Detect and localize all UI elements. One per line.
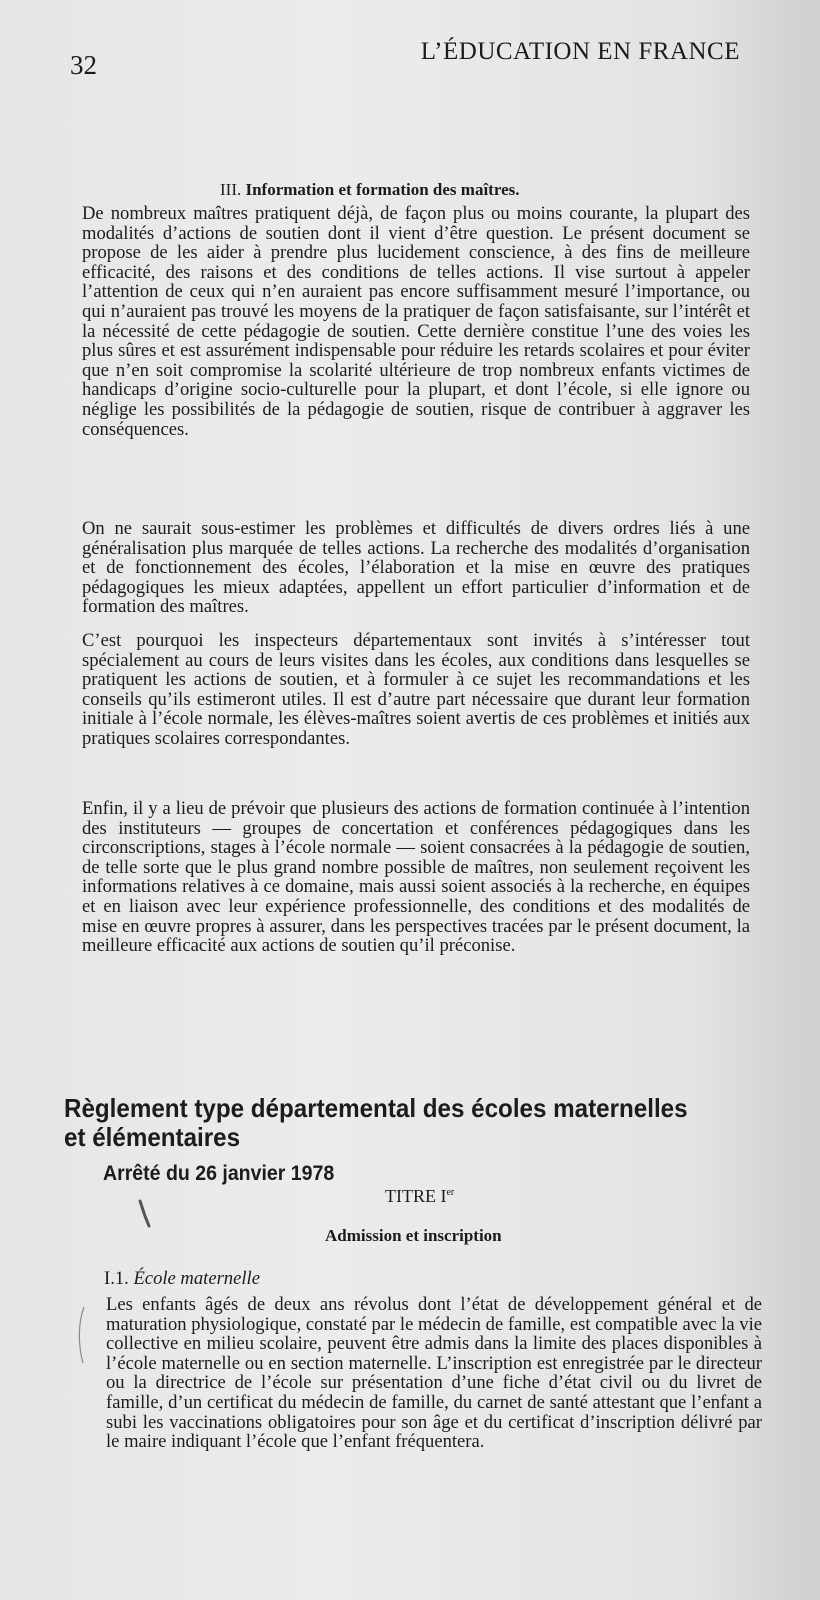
paragraph-text: On ne saurait sous-estimer les problèmes et difficultés de divers ordres liés à une généralisation plus marquée de telles actions. La recherche des modalités d’organisation et de fonctionnement des écoles, l’élaboration et la mise en œuvre des pratiques pédagogiques les mieux adaptées, appellent un effort particulier d’information et de formation des maîtres. — [82, 518, 750, 618]
pencil-mark-icon — [136, 1198, 158, 1230]
paragraph-4 — [82, 799, 750, 956]
subsection-title: École maternelle — [133, 1268, 260, 1289]
paragraph-text: Enfin, il y a lieu de prévoir que plusieurs des actions de formation continuée à l’intention des instituteurs — groupes de concertation et conférences pédagogiques dans les circonscriptions, stages à l’école normale — soient consacrées à la pédagogie de soutien, de telle sorte que le plus grand nombre possible de maîtres, non seulement reçoivent les informations relatives à ce domaine, mais aussi soient associés à la recherche, en équipes et en liaison avec leur expérience professionnelle, des conditions et des modalités de mise en œuvre propres à assurer, dans les perspectives tracées par le présent document, la meilleure efficacité aux actions de soutien qu’il préconise. — [82, 798, 750, 957]
title-label-text: TITRE I — [385, 1186, 447, 1206]
page-number: 32 — [70, 50, 97, 80]
margin-mark-icon — [74, 1305, 88, 1365]
decree-date: Arrêté du 26 janvier 1978 — [103, 1162, 335, 1185]
paragraph-2 — [82, 519, 750, 617]
running-head: L’ÉDUCATION EN FRANCE — [420, 38, 740, 65]
title-label — [385, 1186, 454, 1207]
title-heading: Admission et inscription — [325, 1226, 502, 1245]
paragraph-text: C’est pourquoi les inspecteurs départementaux sont invités à s’intéresser tout spécialement au cours de leurs visites dans les écoles, aux conditions dans lesquelles se pratiquent les actions de soutien, et à formuler à ce sujet les recommandations et les conseils qu’ils estimeront utiles. Il est d’autre part nécessaire que durant leur formation initiale à l’école normale, les élèves-maîtres soient avertis de ces problèmes et initiés aux pratiques scolaires correspondantes. — [82, 630, 750, 749]
paragraph-1 — [82, 204, 750, 439]
section-title: Information et formation des maîtres. — [245, 180, 520, 199]
paragraph-text: Les enfants âgés de deux ans révolus dont l’état de développement général et de maturation physiologique, constaté par le médecin de famille, est compatible avec la vie collective en milieu scolaire, peuvent être admis dans la limite des places disponibles à l’école maternelle ou en section maternelle. L’inscription est enregistrée par le directeur ou la directrice de l’école sur présentation d’une fiche d’état civil ou du livret de famille, d’un certificat du médecin de famille, du carnet de santé attestant que l’enfant a subi les vaccinations obligatoires pour son âge et du certificat d’inscription délivré par le maire indiquant l’école que l’enfant fréquentera. — [106, 1294, 762, 1453]
paragraph-text: De nombreux maîtres pratiquent déjà, de façon plus ou moins courante, la plupart des modalités d’actions de soutien dont il vient d’être question. Le présent document se propose de les aider à prendre plus lucidement conscience, à des fins de meilleure efficacité, des raisons et des conditions de telles actions. Il vise surtout à appeler l’attention de ceux qui n’en auraient pas encore suffisamment mesuré l’importance, ou qui n’auraient pas trouvé les moyens de la pratiquer de façon satisfaisante, sur l’intérêt et la nécessité de cette pédagogie de soutien. Cette dernière constitue l’une des voies les plus sûres et est assurément indispensable pour réduire les retards scolaires et pour éviter que n’en soit compromise la scolarité ultérieure de trop nombreux enfants victimes de handicaps d’origine socio-culturelle pour la plupart, et dont l’école, si elle ignore ou néglige les possibilités de la pédagogie de soutien, risque de contribuer à aggraver les conséquences. — [82, 203, 750, 440]
title-label-superscript: er — [446, 1187, 455, 1198]
decree-paragraph — [106, 1295, 762, 1452]
subsection-number: I.1. — [104, 1268, 129, 1289]
section-heading — [220, 180, 520, 200]
decree-title: Règlement type départemental des écoles maternelles et élémentaires — [64, 1093, 688, 1152]
subsection-label — [104, 1268, 260, 1290]
paragraph-3 — [82, 631, 750, 749]
section-number: III. — [220, 180, 242, 199]
